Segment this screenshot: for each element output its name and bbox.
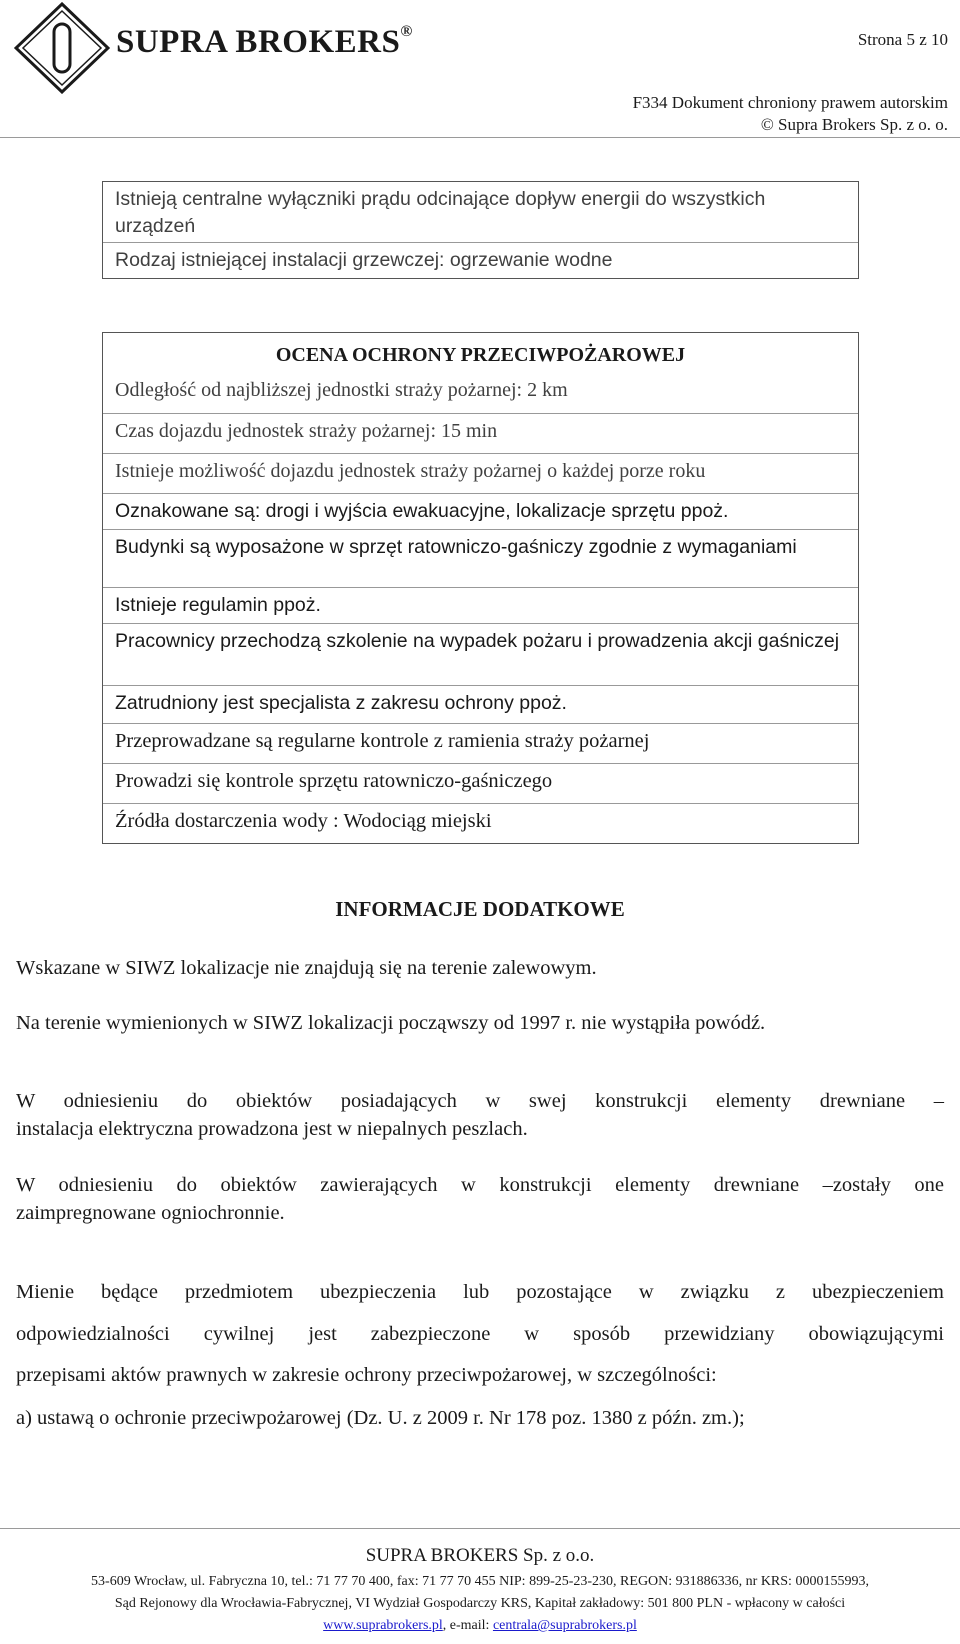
footer-contact	[0, 1618, 960, 1634]
fire-protection-table	[102, 332, 859, 844]
brand-logo-icon	[14, 2, 110, 94]
table-row: Przeprowadzane są regularne kontrole z ramienia straży pożarnej	[103, 723, 858, 763]
section-heading: INFORMACJE DODATKOWE	[335, 897, 625, 921]
paragraph: Na terenie wymienionych w SIWZ lokalizacji począwszy od 1997 r. nie wystąpiła powódź.	[16, 1012, 766, 1034]
table-row: Rodzaj istniejącej instalacji grzewczej: ogrzewanie wodne	[103, 242, 858, 278]
copyright-notice: F334 Dokument chroniony prawem autorskim	[632, 93, 948, 112]
table-row: Istnieje możliwość dojazdu jednostek straży pożarnej o każdej porze roku	[103, 453, 858, 493]
list-item: a) ustawą o ochronie przeciwpożarowej (Dz. U. z 2009 r. Nr 178 poz. 1380 z późn. zm.);	[16, 1407, 745, 1429]
paragraph-line: W odniesieniu do obiektów zawierających w konstrukcji elementy drewniane –zostały one	[16, 1174, 944, 1196]
table-row: Źródła dostarczenia wody : Wodociąg miejski	[103, 803, 858, 843]
table-row: Czas dojazdu jednostek straży pożarnej: 15 min	[103, 413, 858, 453]
page-number: Strona 5 z 10	[857, 30, 948, 49]
brand-name	[116, 24, 413, 61]
brand-text: SUPRA BROKERS	[116, 24, 401, 60]
table-row: Prowadzi się kontrole sprzętu ratowniczo-gaśniczego	[103, 763, 858, 803]
paragraph-line: zaimpregnowane ogniochronnie.	[16, 1202, 285, 1224]
paragraph: Wskazane w SIWZ lokalizacje nie znajdują się na terenie zalewowym.	[16, 957, 597, 979]
email-link[interactable]: centrala@suprabrokers.pl	[492, 1618, 637, 1633]
table-row: Budynki są wyposażone w sprzęt ratowniczo-gaśniczy zgodnie z wymaganiami	[103, 529, 858, 587]
table-row: Istnieją centralne wyłączniki prądu odcinające dopływ energii do wszystkich urządzeń	[115, 188, 766, 237]
header-divider	[0, 137, 960, 138]
footer-company: SUPRA BROKERS Sp. z o.o.	[365, 1545, 595, 1566]
table-heading: OCENA OCHRONY PRZECIWPOŻAROWEJ	[275, 344, 686, 366]
footer-divider	[0, 1528, 960, 1529]
registered-mark: ®	[400, 23, 413, 40]
website-link[interactable]: www.suprabrokers.pl	[323, 1618, 443, 1633]
paragraph-line: Mienie będące przedmiotem ubezpieczenia lub pozostające w związku z ubezpieczeniem	[16, 1281, 944, 1303]
paragraph-line: instalacja elektryczna prowadzona jest w niepalnych peszlach.	[16, 1118, 528, 1140]
footer-address: 53-609 Wrocław, ul. Fabryczna 10, tel.: 71 77 70 400, fax: 71 77 70 455 NIP: 899-25-23-230, REGON: 931886336, nr KRS: 0000155993,	[91, 1574, 869, 1589]
table-row: Oznakowane są: drogi i wyjścia ewakuacyjne, lokalizacje sprzętu ppoż.	[103, 493, 858, 529]
table-row: Odległość od najbliższej jednostki straży pożarnej: 2 km	[115, 379, 568, 401]
email-label: , e-mail:	[442, 1618, 493, 1633]
table-row: Pracownicy przechodzą szkolenie na wypadek pożaru i prowadzenia akcji gaśniczej	[103, 623, 858, 685]
copyright-owner: © Supra Brokers Sp. z o. o.	[760, 115, 948, 134]
table-row: Istnieje regulamin ppoż.	[103, 587, 858, 623]
footer-registry: Sąd Rejonowy dla Wrocławia-Fabrycznej, VI Wydział Gospodarczy KRS, Kapitał zakładowy: 501 800 PLN - wpłacony w całości	[114, 1596, 846, 1611]
table-row: Zatrudniony jest specjalista z zakresu ochrony ppoż.	[103, 685, 858, 723]
utilities-table	[102, 181, 859, 279]
paragraph-line: przepisami aktów prawnych w zakresie ochrony przeciwpożarowej, w szczególności:	[16, 1364, 717, 1386]
paragraph-line: W odniesieniu do obiektów posiadających w swej konstrukcji elementy drewniane –	[16, 1090, 944, 1112]
paragraph-line: odpowiedzialności cywilnej jest zabezpieczone w sposób przewidziany obowiązującymi	[16, 1323, 944, 1345]
